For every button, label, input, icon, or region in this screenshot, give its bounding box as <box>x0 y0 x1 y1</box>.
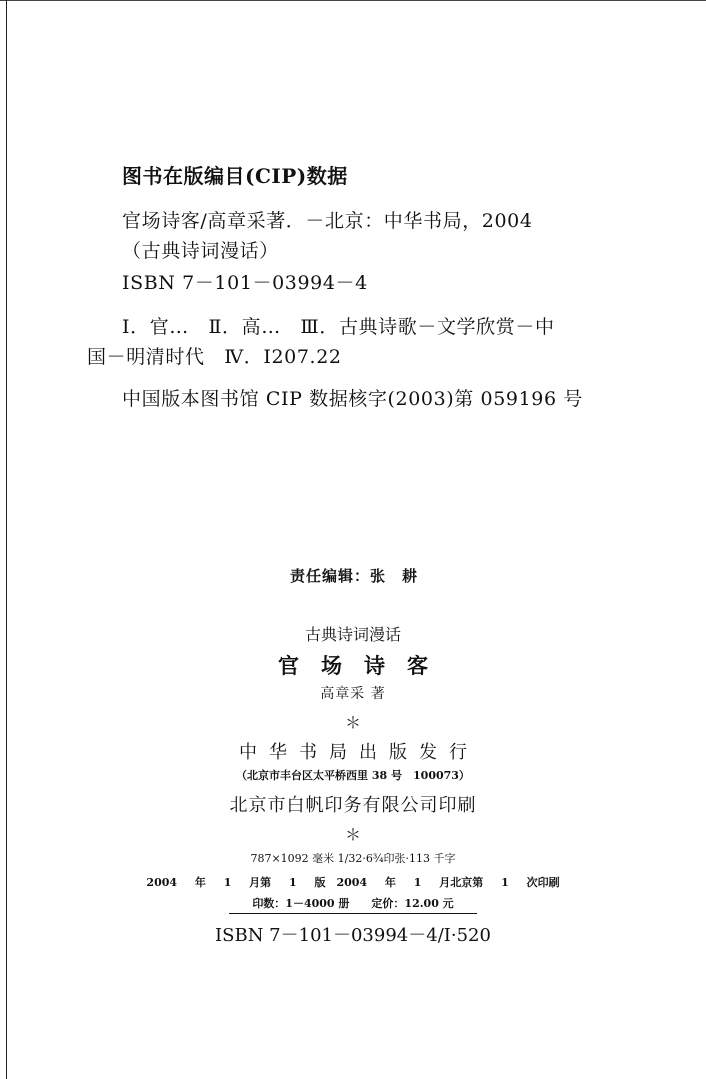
asterisk-separator: ＊ <box>344 713 361 732</box>
asterisk-separator-2: ＊ <box>344 825 361 844</box>
page-top-edge <box>0 0 706 1</box>
cip-series-line: （古典诗词漫话） <box>122 240 279 262</box>
imprint-book-title: 官场诗客 <box>278 653 450 678</box>
cip-heading: 图书在版编目(CIP)数据 <box>122 164 348 188</box>
cip-classification-line-1: Ⅰ．官… Ⅱ．高… Ⅲ．古典诗歌－文学欣赏－中 <box>122 316 555 338</box>
imprint-edition: 2004 年 1 月第 1 版 2004 年 1 月北京第 1 次印刷 <box>146 876 560 889</box>
imprint-divider <box>229 913 477 914</box>
cip-isbn-line: ISBN 7－101－03994－4 <box>122 272 368 294</box>
cip-record-number-line: 中国版本图书馆 CIP 数据核字(2003)第 059196 号 <box>122 388 583 410</box>
cip-title-line: 官场诗客/高章采著．－北京：中华书局，2004 <box>122 210 533 232</box>
imprint-address: （北京市丰台区太平桥西里 38 号 100073） <box>236 769 470 782</box>
page-left-edge <box>6 0 7 1079</box>
imprint-printer: 北京市白帆印务有限公司印刷 <box>229 795 477 816</box>
responsible-editor: 责任编辑：张 耕 <box>290 567 419 585</box>
imprint-format-spec: 787×1092 毫米 1/32·6¾印张·113 千字 <box>250 852 456 865</box>
cip-classification-line-2: 国－明清时代 Ⅳ．I207.22 <box>87 346 342 368</box>
imprint-print-run-price: 印数：1－4000 册 定价：12.00 元 <box>252 897 454 910</box>
imprint-isbn: ISBN 7－101－03994－4/I·520 <box>215 925 491 946</box>
imprint-publisher: 中华书局出版发行 <box>239 742 479 763</box>
imprint-author: 高章采 著 <box>320 686 386 702</box>
imprint-series-name: 古典诗词漫话 <box>304 625 401 644</box>
